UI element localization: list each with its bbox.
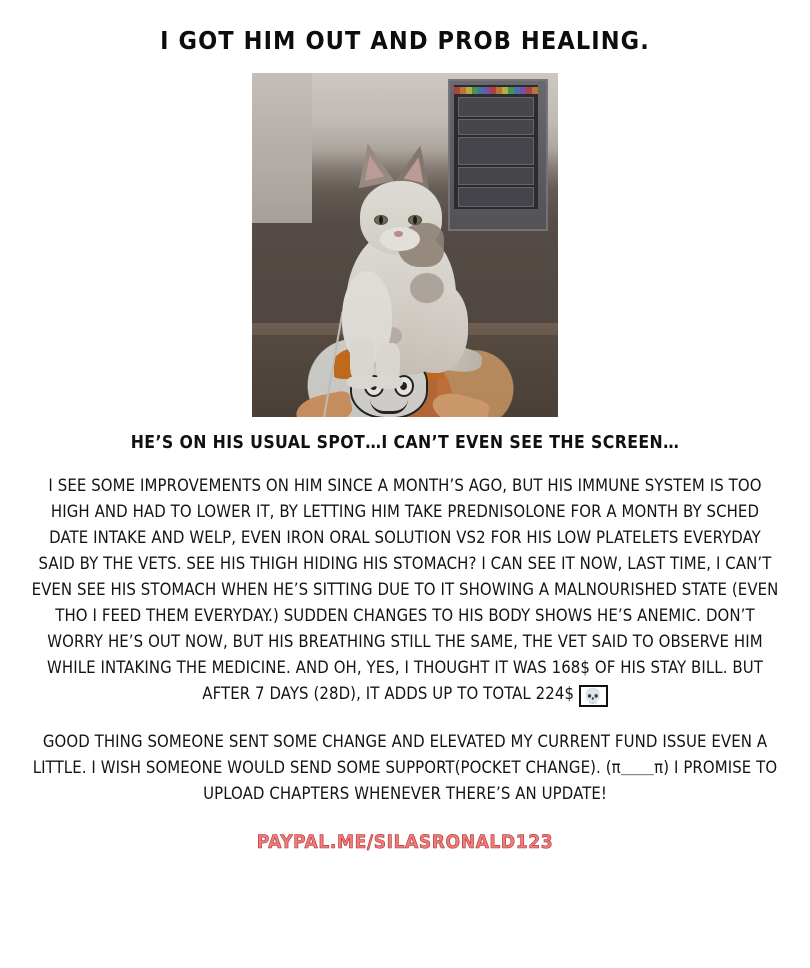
cat-eye-right [408,215,422,225]
cat-photo [252,73,558,417]
cat-foreleg-right [376,343,400,385]
paragraph-1-text: I SEE SOME IMPROVEMENTS ON HIM SINCE A MONTH’S AGO, BUT HIS IMMUNE SYSTEM IS TOO HIGH AND HAD TO LOWER IT, BY LETTING HIM TAKE PREDNISOLONE FOR A MONTH BY SCHED DATE INTAKE AND WELP, EVEN IRON ORAL SOLUTION VS2 FOR HIS LOW PLATELETS EVERYDAY SAID BY THE VETS. SEE HIS THIGH HIDING HIS STOMACH? I CAN SEE IT NOW, LAST TIME, I CAN’T EVEN SEE HIS STOMACH WHEN HE’S SITTING DUE TO IT SHOWING A MALNOURISHED STATE (EVEN THO I FEED THEM EVERYDAY.) SUDDEN CHANGES TO HIS BODY SHOWS HE’S ANEMIC. DON’T WORRY HE’S OUT NOW, BUT HIS BREATHING STILL THE SAME, THE VET SAID TO OBSERVE HIM WHILE INTAKING THE MEDICINE. AND OH, YES, I THOUGHT IT WAS 168$ OF HIS STAY BILL. BUT AFTER 7 DAYS (28D), IT ADDS UP TO TOTAL 224$ [31,476,779,703]
skull-icon: 💀 [579,685,608,707]
cat-figure [324,131,474,399]
cat-foreleg-left [350,337,374,385]
cat-nose [394,231,403,237]
cat-fur-patch-1 [410,273,444,303]
page-title: I GOT HIM OUT AND PROB HEALING. [160,26,650,55]
post-paragraph-1 [29,473,781,707]
photo-wall [252,73,312,223]
post-paragraph-2: GOOD THING SOMEONE SENT SOME CHANGE AND ELEVATED MY CURRENT FUND ISSUE EVEN A LITTLE. I WISH SOMEONE WOULD SEND SOME SUPPORT(POCKET CHANGE). (π＿＿π) I PROMISE TO UPLOAD CHAPTERS WHENEVER THERE’S AN UPDATE! [32,732,778,803]
mat-art-mouth [370,399,408,414]
cat-eye-left [374,215,388,225]
photo-caption: HE’S ON HIS USUAL SPOT…I CAN’T EVEN SEE THE SCREEN… [130,433,680,453]
paypal-link[interactable]: PAYPAL.ME/SILASRONALD123 [256,831,554,853]
